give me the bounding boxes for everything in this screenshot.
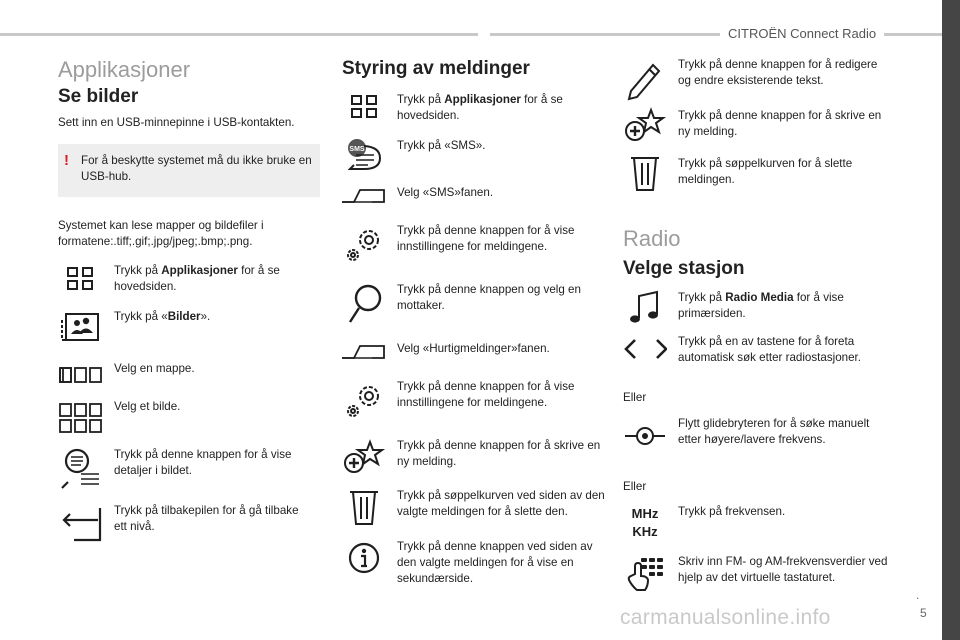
- header-title: CITROËN Connect Radio: [720, 26, 884, 41]
- picture-grid-icon: [58, 398, 102, 442]
- warning-box: [58, 144, 320, 197]
- step-text: Velg et bilde.: [114, 400, 181, 413]
- step-text: Trykk på Applikasjoner for å se hovedsiden.: [114, 264, 280, 293]
- keypad-icon: [623, 552, 667, 596]
- new-favourite-icon: [623, 106, 667, 150]
- trash-icon: [342, 486, 386, 530]
- khz-label: KHz: [632, 524, 658, 539]
- settings-gears-icon: [342, 378, 386, 422]
- page-number: 5: [920, 606, 927, 620]
- warning-icon: !: [64, 152, 69, 169]
- step-text: Trykk på denne knappen for å vise innstillingene for meldingene.: [397, 380, 575, 409]
- step-text: Trykk på søppelkurven for å slette meldingen.: [678, 157, 853, 186]
- page-edge-strip: [942, 0, 960, 640]
- step-text: Trykk på denne knappen og velg en mottaker.: [397, 283, 581, 312]
- step-text: Trykk på søppelkurven ved siden av den valgte meldingen for å slette den.: [397, 489, 605, 518]
- step-text: Trykk på Radio Media for å vise primærsiden.: [678, 291, 844, 320]
- warning-text: For å beskytte systemet må du ikke bruke en USB-hub.: [81, 154, 312, 183]
- header-rule-left: [0, 33, 478, 36]
- step-text: Flytt glidebryteren for å søke manuelt etter høyere/lavere frekvens.: [678, 417, 870, 446]
- step-text: Trykk på Applikasjoner for å se hovedsiden.: [397, 93, 563, 122]
- new-favourite-icon: [342, 436, 386, 480]
- slider-icon: [623, 414, 667, 458]
- step-text: Trykk på denne knappen for å vise detaljer i bildet.: [114, 448, 292, 477]
- step-text: Trykk på denne knappen for å skrive en ny melding.: [678, 109, 882, 138]
- or-text-1: Eller: [623, 391, 647, 404]
- section-title-radio: Radio: [623, 226, 681, 251]
- info-icon: [342, 538, 386, 582]
- step-text: Trykk på en av tastene for å foreta automatisk søk etter radiostasjoner.: [678, 335, 862, 364]
- section-title-applications: Applikasjoner: [58, 57, 191, 82]
- step-text: Trykk på denne knappen for å redigere og endre eksisterende tekst.: [678, 58, 878, 87]
- step-text: Trykk på tilbakepilen for å gå tilbake ett nivå.: [114, 504, 299, 533]
- step-text: Velg «Hurtigmeldinger»fanen.: [397, 342, 550, 355]
- pictures-icon: [58, 306, 102, 350]
- step-text: Velg «SMS»fanen.: [397, 186, 494, 199]
- mhz-khz-icon: [623, 502, 667, 546]
- step-text: Skriv inn FM- og AM-frekvensverdier ved hjelp av det virtuelle tastaturet.: [678, 555, 888, 584]
- back-arrow-icon: [58, 502, 102, 546]
- pencil-icon: [623, 57, 667, 101]
- supported-formats-text: Systemet kan lese mapper og bildefiler i formatene:.tiff;.gif;.jpg/jpeg;.bmp;.png.: [58, 219, 264, 248]
- sms-icon: [342, 136, 386, 180]
- intro-text: Sett inn en USB-minnepinne i USB-kontakten.: [58, 116, 295, 129]
- step-text: Trykk på denne knappen for å skrive en ny melding.: [397, 439, 601, 468]
- subtitle-select-station: Velge stasjon: [623, 258, 745, 279]
- settings-gears-icon: [342, 222, 386, 266]
- trash-icon: [623, 154, 667, 198]
- search-icon: [342, 280, 386, 324]
- step-text: Trykk på denne knappen for å vise innstillingene for meldingene.: [397, 224, 575, 253]
- step-text: Trykk på «Bilder».: [114, 310, 211, 323]
- sms-icon-label: SMS: [349, 146, 365, 153]
- subtitle-view-pictures: Se bilder: [58, 86, 139, 107]
- details-search-icon: [58, 446, 102, 490]
- step-text: Trykk på frekvensen.: [678, 505, 786, 518]
- mhz-label: MHz: [631, 506, 659, 521]
- continue-marker: .: [916, 588, 920, 602]
- apps-grid-icon: [342, 90, 386, 134]
- step-text: Trykk på denne knappen ved siden av den valgte meldingen for å vise en sekundærside.: [397, 540, 593, 585]
- watermark: carmanualsonline.info: [620, 606, 831, 629]
- chevrons-icon: [623, 332, 667, 376]
- step-text: Trykk på «SMS».: [397, 139, 486, 152]
- apps-grid-icon: [58, 262, 102, 306]
- or-text-2: Eller: [623, 480, 647, 493]
- step-text: Velg en mappe.: [114, 362, 195, 375]
- subtitle-message-management: Styring av meldinger: [342, 58, 530, 79]
- folder-row-icon: [58, 356, 102, 400]
- music-note-icon: [623, 288, 667, 332]
